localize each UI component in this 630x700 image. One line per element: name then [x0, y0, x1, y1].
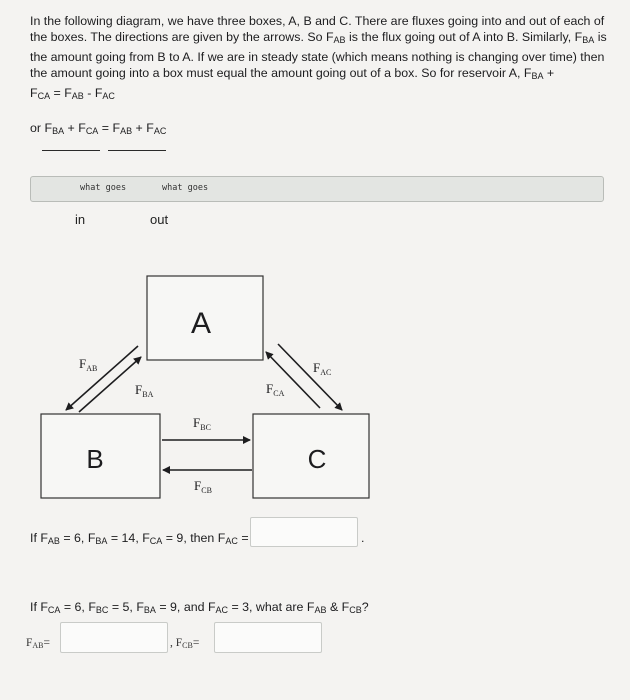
answer-f-ab-input[interactable]	[60, 622, 168, 653]
answer-f-ab-label: $F_{AB}=$	[26, 637, 51, 650]
answer-f-cb-label: , $F_{CB}=$	[170, 637, 200, 650]
question-2: If $F_{CA} = 6$, $F_{BC} = 5$, $F_{BA} = 9$, and $F_{AC} = 3$, what are $F_{AB}$ & $F_{CB}$?	[30, 600, 369, 615]
label-f-ab: $F_{AB}$	[79, 356, 98, 373]
box-b-label: B	[86, 444, 104, 474]
label-f-ca: $F_{CA}$	[266, 381, 285, 398]
label-f-cb: $F_{CB}$	[194, 478, 212, 495]
label-f-ba: $F_{BA}$	[135, 382, 154, 399]
intro-paragraph: In the following diagram, we have three boxes, A, B and C. There are fluxes going into and out of each of the boxes. The directions are given by the arrows. So $F_{AB}$ is the flux going out of A into B. Similarly, $F_{BA}$ is the amount going from B to A. If we are in steady state (which means nothing is changing over time) then the amount going into a box must equal the amount going out of a box. So for reservoir A, $F_{BA}$ + $F_{CA} = F_{AB} - F_{AC}$	[30, 14, 607, 101]
box-c-label: C	[307, 444, 327, 474]
label-out: out	[150, 212, 169, 227]
answer-f-cb-input[interactable]	[214, 622, 322, 653]
question-1-period: .	[361, 531, 365, 545]
arrow-f-ac	[278, 344, 342, 410]
steady-state-equation: or $F_{BA} + F_{CA} = F_{AB} + F_{AC}$	[30, 121, 167, 136]
label-f-ac: $F_{AC}$	[313, 360, 332, 377]
label-f-bc: $F_{BC}$	[193, 415, 211, 432]
hint-what-goes-out: what goes	[162, 183, 209, 193]
question-1: If $F_{AB} = 6$, $F_{BA} = 14$, $F_{CA} = 9$, then $F_{AC}$ =	[30, 531, 249, 546]
arrow-f-ab	[66, 346, 138, 410]
box-a-label: A	[190, 307, 212, 340]
label-in: in	[75, 212, 86, 227]
hint-what-goes-in: what goes	[80, 183, 127, 193]
answer-f-ac-input[interactable]	[250, 517, 358, 547]
